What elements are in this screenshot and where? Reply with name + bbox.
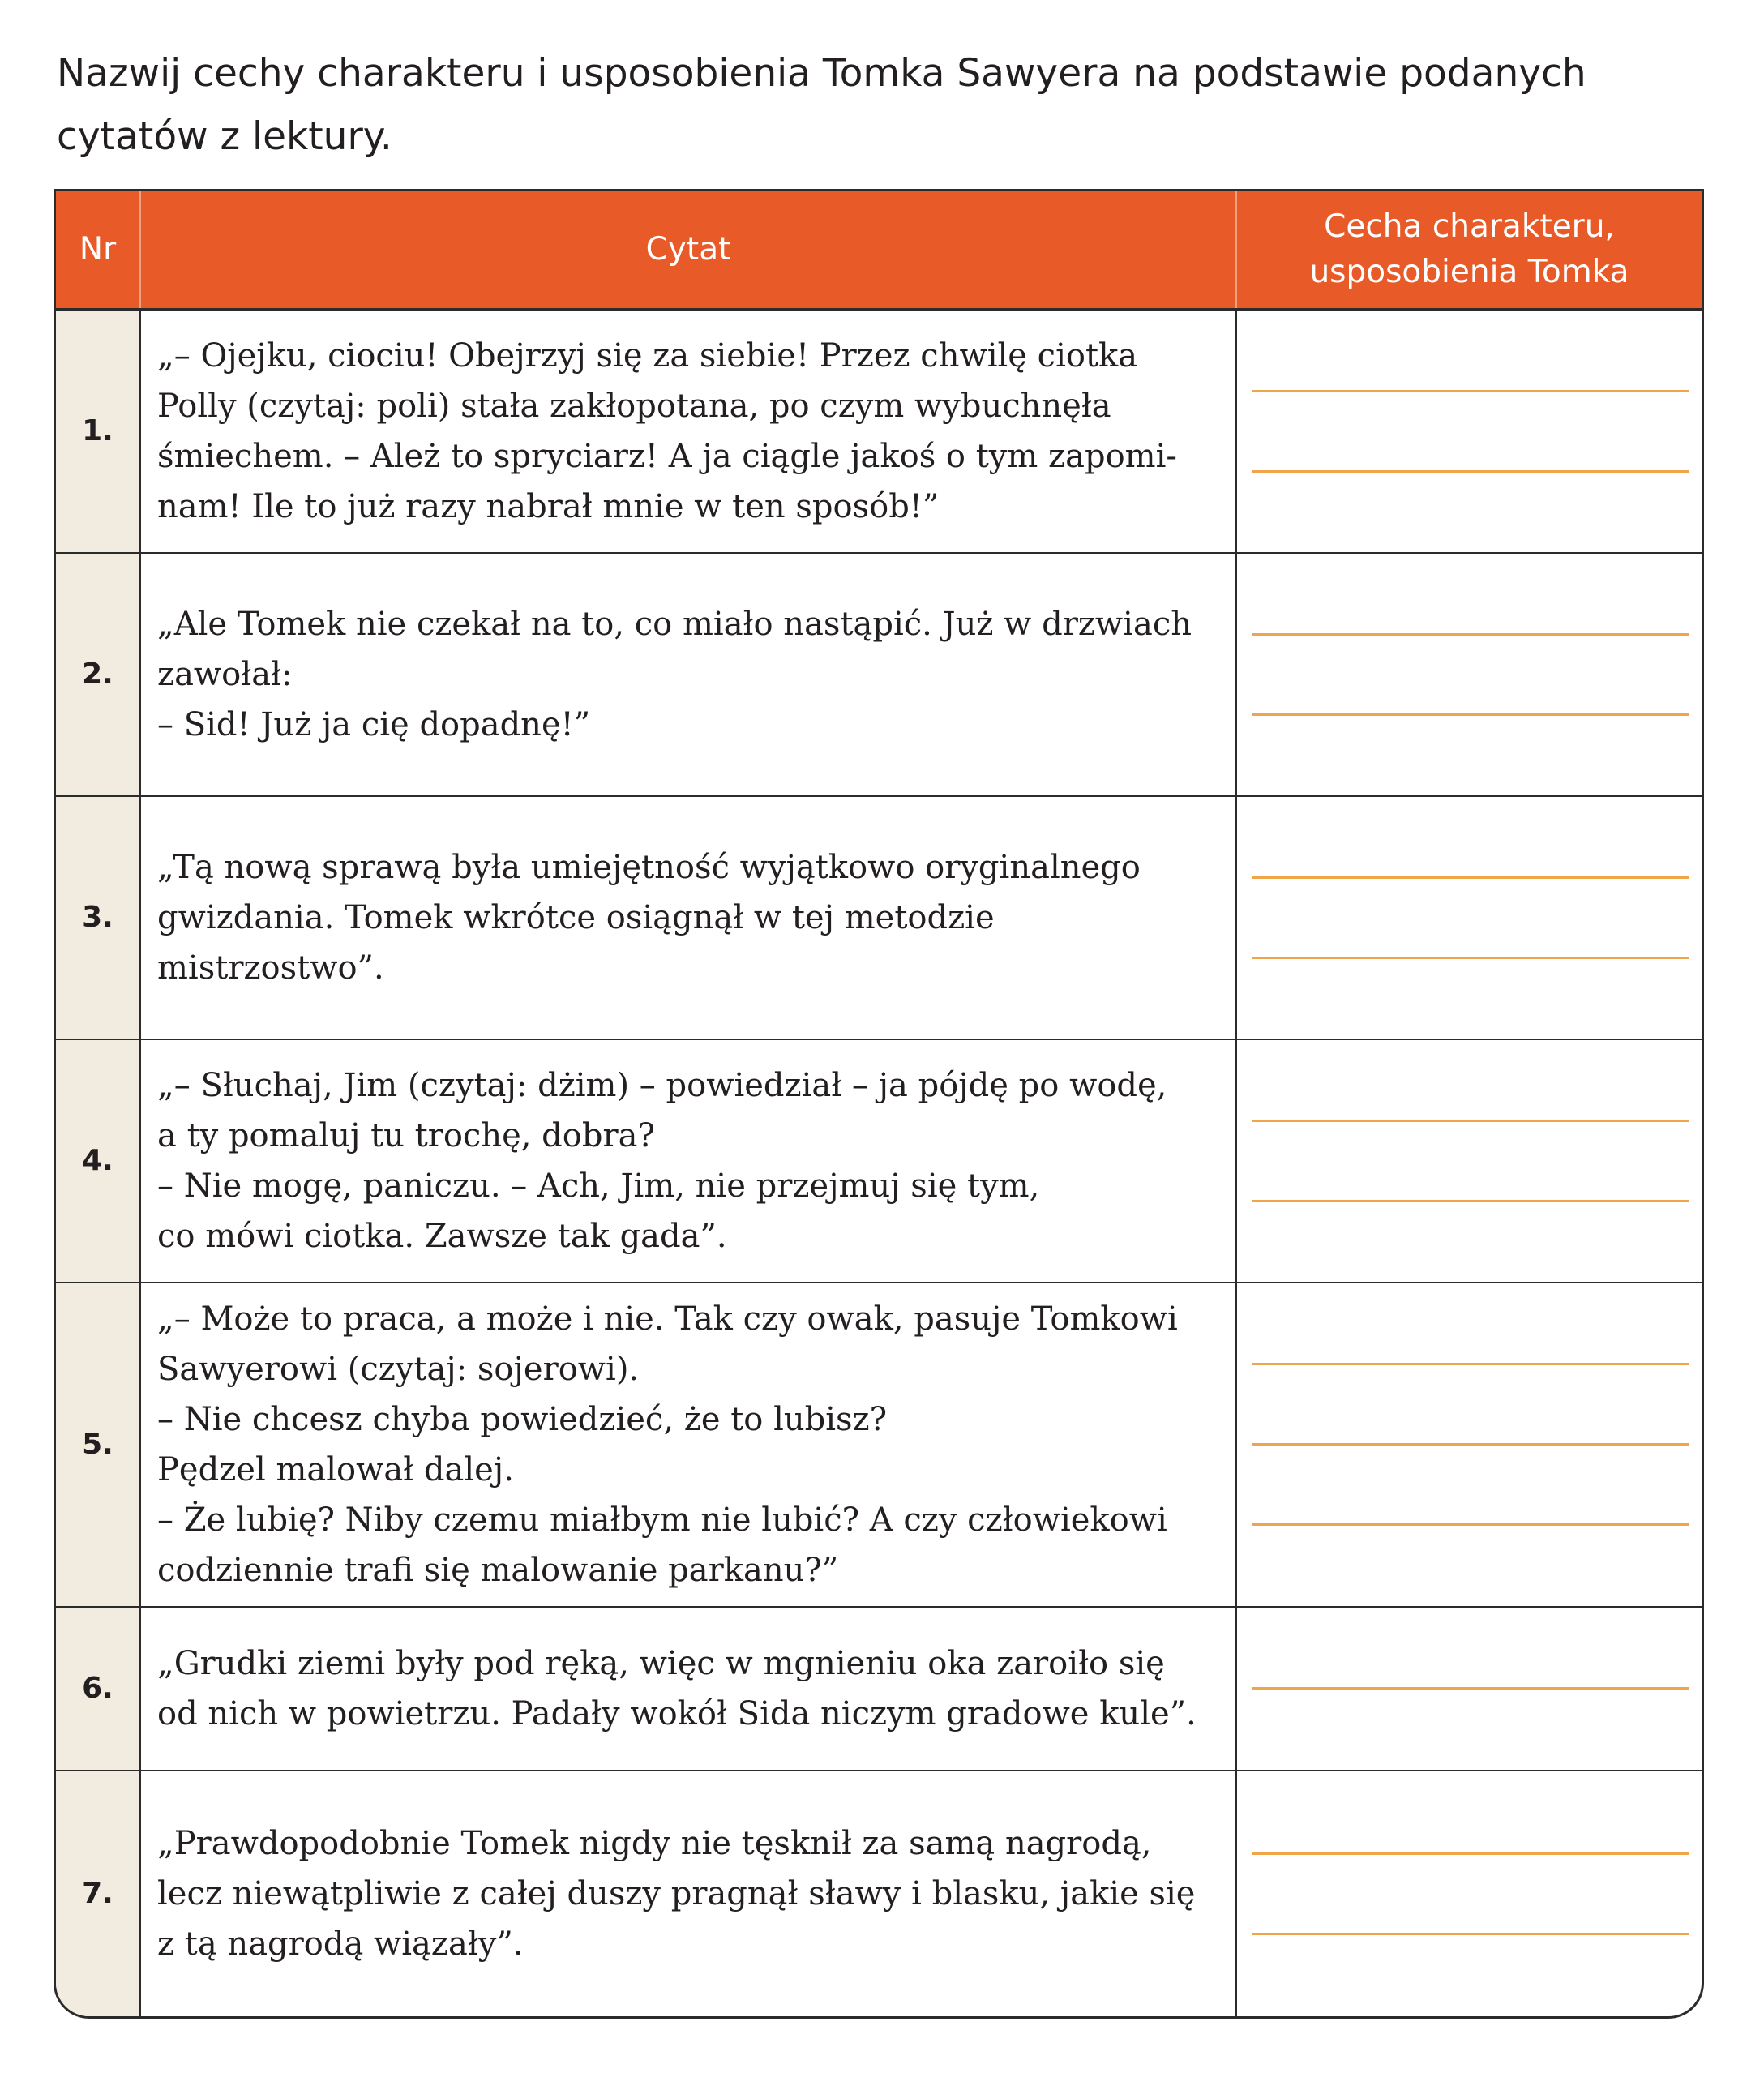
quote-line: „Grudki ziemi były pod ręką, więc w mgnieniu oka zaroiło się bbox=[157, 1644, 1165, 1682]
answer-line[interactable] bbox=[1252, 1852, 1689, 1855]
answer-line[interactable] bbox=[1252, 1523, 1689, 1526]
quote-cell bbox=[140, 1283, 1236, 1607]
quote-line: zawołał: bbox=[157, 655, 293, 693]
answer-line[interactable] bbox=[1252, 1933, 1689, 1935]
answer-line[interactable] bbox=[1252, 1120, 1689, 1122]
row-number: 5. bbox=[56, 1283, 140, 1607]
answer-line[interactable] bbox=[1252, 713, 1689, 716]
quote-line: a ty pomaluj tu trochę, dobra? bbox=[157, 1116, 655, 1154]
table-row bbox=[56, 796, 1702, 1039]
answer-cell[interactable] bbox=[1236, 553, 1702, 796]
answer-line[interactable] bbox=[1252, 633, 1689, 636]
answer-line[interactable] bbox=[1252, 957, 1689, 959]
table-row bbox=[56, 1283, 1702, 1607]
quote-line: – Nie chcesz chyba powiedzieć, że to lubisz? bbox=[157, 1400, 888, 1438]
answer-line[interactable] bbox=[1252, 1687, 1689, 1690]
row-number: 4. bbox=[56, 1039, 140, 1283]
quote-cell bbox=[140, 1039, 1236, 1283]
row-number: 6. bbox=[56, 1607, 140, 1771]
quote-line: od nich w powietrzu. Padały wokół Sida niczym gradowe kule”. bbox=[157, 1694, 1197, 1732]
quote-line: co mówi ciotka. Zawsze tak gada”. bbox=[157, 1217, 727, 1255]
header-nr: Nr bbox=[56, 191, 140, 310]
quote-line: z tą nagrodą wiązały”. bbox=[157, 1925, 524, 1963]
table-row bbox=[56, 310, 1702, 553]
table-header-row bbox=[56, 191, 1702, 310]
header-trait-line-1: Cecha charakteru, bbox=[1324, 208, 1615, 245]
instruction-line-2: cytatów z lektury. bbox=[57, 114, 392, 159]
quote-cell bbox=[140, 796, 1236, 1039]
row-number: 7. bbox=[56, 1771, 140, 2017]
quote-cell bbox=[140, 1607, 1236, 1771]
answer-line[interactable] bbox=[1252, 470, 1689, 473]
quote-line: „Ale Tomek nie czekał na to, co miało nastąpić. Już w drzwiach bbox=[157, 605, 1192, 643]
answer-lines bbox=[1252, 1120, 1689, 1202]
answer-cell[interactable] bbox=[1236, 1607, 1702, 1771]
row-number: 2. bbox=[56, 553, 140, 796]
answer-lines bbox=[1252, 390, 1689, 473]
quote-cell bbox=[140, 1771, 1236, 2017]
quote-line: „Prawdopodobnie Tomek nigdy nie tęsknił za samą nagrodą, bbox=[157, 1824, 1152, 1862]
quote-line: Sawyerowi (czytaj: sojerowi). bbox=[157, 1350, 640, 1388]
worksheet-table bbox=[54, 189, 1704, 2019]
quote-line: – Że lubię? Niby czemu miałbym nie lubić? A czy człowiekowi bbox=[157, 1501, 1167, 1539]
row-number: 3. bbox=[56, 796, 140, 1039]
answer-lines bbox=[1252, 1687, 1689, 1690]
quote-line: – Nie mogę, paniczu. – Ach, Jim, nie przejmuj się tym, bbox=[157, 1167, 1040, 1205]
row-number: 1. bbox=[56, 310, 140, 553]
table-row bbox=[56, 1771, 1702, 2017]
answer-line[interactable] bbox=[1252, 1443, 1689, 1446]
answer-lines bbox=[1252, 633, 1689, 716]
quote-line: codziennie trafi się malowanie parkanu?” bbox=[157, 1551, 839, 1589]
quote-line: Pędzel malował dalej. bbox=[157, 1450, 514, 1488]
quote-line: „– Może to praca, a może i nie. Tak czy owak, pasuje Tomkowi bbox=[157, 1300, 1178, 1338]
answer-cell[interactable] bbox=[1236, 796, 1702, 1039]
answer-lines bbox=[1252, 1363, 1689, 1526]
quote-line: śmiechem. – Ależ to spryciarz! A ja ciągle jakoś o tym zapomi- bbox=[157, 437, 1177, 475]
answer-lines bbox=[1252, 876, 1689, 959]
quote-line: Polly (czytaj: poli) stała zakłopotana, po czym wybuchnęła bbox=[157, 387, 1111, 425]
quote-cell bbox=[140, 553, 1236, 796]
quote-line: gwizdania. Tomek wkrótce osiągnął w tej metodzie bbox=[157, 898, 995, 936]
answer-cell[interactable] bbox=[1236, 310, 1702, 553]
quote-line: – Sid! Już ja cię dopadnę!” bbox=[157, 705, 591, 743]
quote-line: „Tą nową sprawą była umiejętność wyjątkowo oryginalnego bbox=[157, 848, 1141, 886]
quote-line: mistrzostwo”. bbox=[157, 949, 384, 987]
quote-line: „– Słuchaj, Jim (czytaj: dżim) – powiedział – ja pójdę po wodę, bbox=[157, 1066, 1167, 1104]
answer-cell[interactable] bbox=[1236, 1771, 1702, 2017]
answer-line[interactable] bbox=[1252, 390, 1689, 392]
table-row bbox=[56, 1607, 1702, 1771]
answer-line[interactable] bbox=[1252, 876, 1689, 879]
answer-line[interactable] bbox=[1252, 1200, 1689, 1202]
quote-cell bbox=[140, 310, 1236, 553]
quote-line: „– Ojejku, ciociu! Obejrzyj się za siebie! Przez chwilę ciotka bbox=[157, 336, 1138, 375]
instruction-line-1: Nazwij cechy charakteru i usposobienia Tomka Sawyera na podstawie podanych bbox=[57, 51, 1586, 96]
answer-cell[interactable] bbox=[1236, 1039, 1702, 1283]
instruction-text bbox=[57, 42, 1710, 169]
answer-lines bbox=[1252, 1852, 1689, 1935]
table-row bbox=[56, 1039, 1702, 1283]
answer-cell[interactable] bbox=[1236, 1283, 1702, 1607]
quote-line: nam! Ile to już razy nabrał mnie w ten sposób!” bbox=[157, 487, 940, 525]
quote-line: lecz niewątpliwie z całej duszy pragnął sławy i blasku, jakie się bbox=[157, 1874, 1196, 1912]
header-trait-line-2: usposobienia Tomka bbox=[1309, 254, 1629, 290]
header-trait bbox=[1236, 191, 1702, 310]
header-quote: Cytat bbox=[140, 191, 1236, 310]
answer-line[interactable] bbox=[1252, 1363, 1689, 1365]
table-row bbox=[56, 553, 1702, 796]
